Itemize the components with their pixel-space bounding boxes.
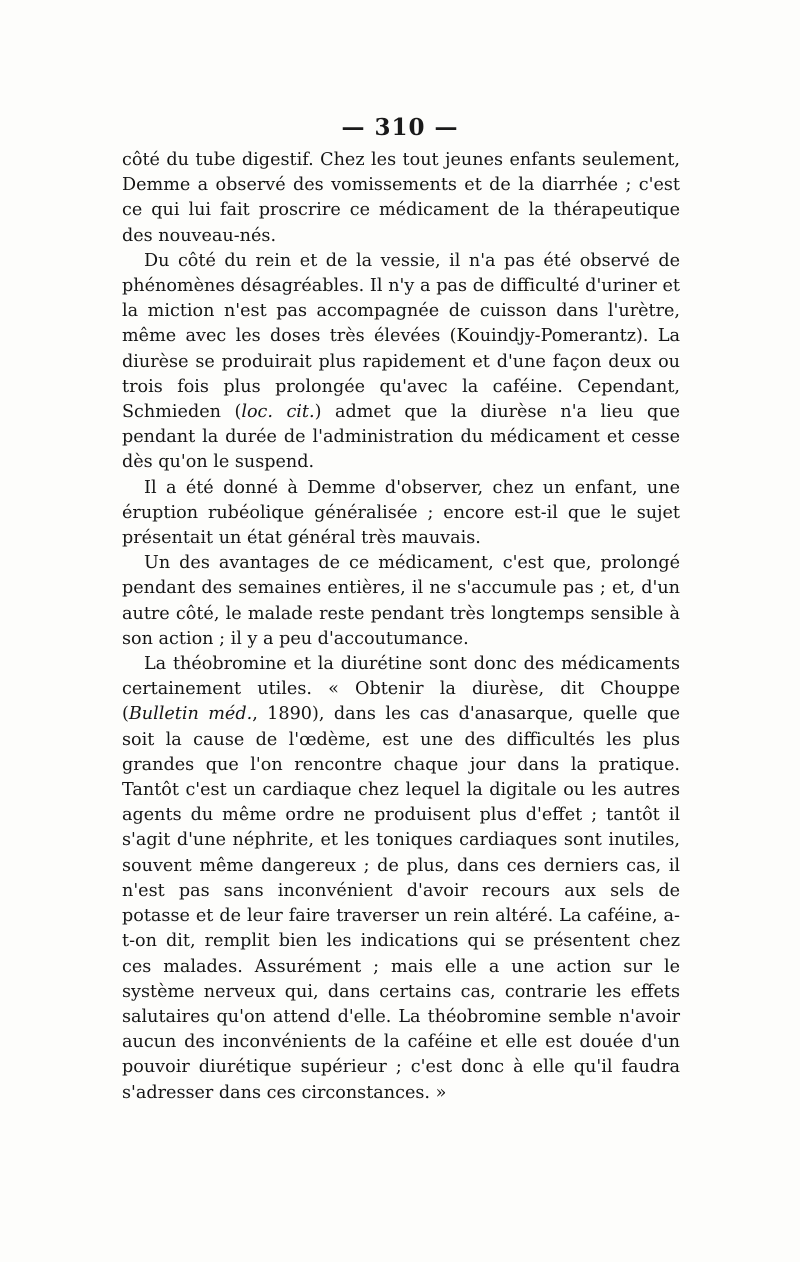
paragraph-5 bbox=[122, 652, 680, 1106]
paragraph-2-text-after: ) admet que la diurèse n'a lieu que pendant la durée de l'administration du médicament et cesse dès qu'on le suspend. bbox=[122, 402, 681, 473]
page-body bbox=[122, 148, 680, 1106]
paragraph-5-text-after: , 1890), dans les cas d'anasarque, quelle que soit la cause de l'œdème, est une des difficultés les plus grandes que l'on rencontre chaque jour dans la pratique. Tantôt c'est un cardiaque chez lequel la digitale ou les autres agents du même ordre ne produisent plus d'effet ; tantôt il s'agit d'une néphrite, et les toniques cardiaques sont inutiles, souvent même dangereux ; de plus, dans ces derniers cas, il n'est pas sans inconvénient d'avoir recours aux sels de potasse et de leur faire traverser un rein altéré. La caféine, a-t-on dit, remplit bien les indications qui se présentent chez ces malades. Assurément ; mais elle a une action sur le système nerveux qui, dans certains cas, contrarie les effets salutaires qu'on attend d'elle. La théobromine semble n'avoir aucun des inconvénients de la caféine et elle est douée d'un pouvoir diurétique supérieur ; c'est donc à elle qu'il faudra s'adresser dans ces circonstances. » bbox=[122, 704, 680, 1103]
paragraph-1 bbox=[122, 148, 680, 249]
page-number: — 310 — bbox=[341, 114, 459, 141]
paragraph-5-citation: Bulletin méd. bbox=[128, 704, 253, 725]
paragraph-3 bbox=[122, 476, 680, 552]
paragraph-3-text: Il a été donné à Demme d'observer, chez un enfant, une éruption rubéolique généralisée ; encore est-il que le sujet présentait un état général très mauvais. bbox=[122, 477, 680, 549]
paragraph-2-citation: loc. cit. bbox=[241, 402, 315, 423]
paragraph-2-text-before: Du côté du rein et de la vessie, il n'a pas été observé de phénomènes désagréables. Il n'y a pas de difficulté d'uriner et la miction n'est pas accompagnée de cuisson dans l'urètre, même avec les doses très élevées (Kouindjy-Pomerantz). La diurèse se produirait plus rapidement et d'une façon deux ou trois fois plus prolongée qu'avec la caféine. Cependant, Schmieden ( bbox=[122, 250, 680, 423]
paragraph-4 bbox=[122, 551, 680, 652]
paragraph-4-text: Un des avantages de ce médicament, c'est que, prolongé pendant des semaines entières, il ne s'accumule pas ; et, d'un autre côté, le malade reste pendant très longtemps sensible à son action ; il y a peu d'accoutumance. bbox=[122, 553, 680, 649]
paragraph-5-text-before: La théobromine et la diurétine sont donc des médicaments certainement utiles. « Obtenir la diurèse, dit Chouppe ( bbox=[122, 654, 680, 725]
paragraph-2 bbox=[122, 249, 680, 476]
paragraph-1-text: côté du tube digestif. Chez les tout jeunes enfants seulement, Demme a observé des vomissements et de la diarrhée ; c'est ce qui lui fait proscrire ce médicament de la thérapeutique des nouveau-nés. bbox=[122, 150, 680, 246]
